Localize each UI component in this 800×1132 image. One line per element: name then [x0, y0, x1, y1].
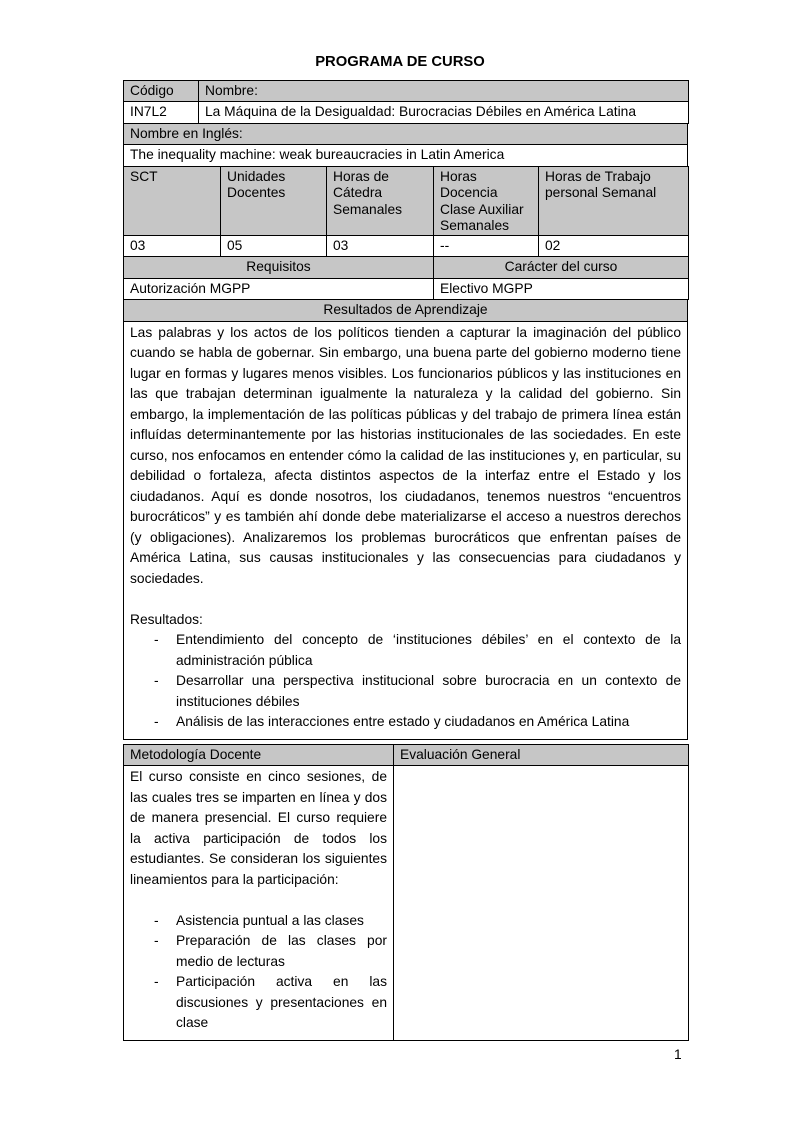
horas-catedra-value-cell: 03 — [327, 235, 434, 257]
metodologia-header-cell: Metodología Docente — [124, 744, 394, 766]
outcome-item-text: Análisis de las interacciones entre estado y ciudadanos en América Latina — [176, 714, 630, 730]
page-number: 1 — [674, 1047, 682, 1062]
document-title: PROGRAMA DE CURSO — [315, 54, 485, 70]
evaluacion-header-cell: Evaluación General — [394, 744, 689, 766]
outcome-item-text: Desarrollar una perspectiva institucional sobre burocracia en un contexto de instituciones débiles — [176, 673, 681, 709]
methodology-item — [130, 931, 387, 972]
codigo-label-cell: Código — [124, 80, 199, 102]
methodology-item-text: Preparación de las clases por medio de lecturas — [176, 933, 387, 969]
methodology-item — [130, 972, 387, 1034]
unidades-docentes-value-cell: 05 — [221, 235, 327, 257]
horas-trabajo-value-cell: 02 — [539, 235, 689, 257]
sct-header-cell: SCT — [124, 166, 221, 235]
spacer — [130, 589, 681, 610]
methodology-table — [123, 744, 689, 1041]
requisitos-value-cell: Autorización MGPP — [124, 278, 434, 300]
requirements-table — [123, 256, 689, 300]
bullet-dash: - — [154, 974, 159, 990]
horas-auxiliar-value-cell: -- — [434, 235, 539, 257]
evaluacion-content-cell — [394, 766, 689, 1041]
resultados-label: Resultados: — [130, 611, 203, 627]
codigo-value-cell: IN7L2 — [124, 102, 199, 124]
outcome-item-text: Entendimiento del concepto de ‘instituciones débiles’ en el contexto de la administración pública — [176, 632, 681, 668]
methodology-item-text: Participación activa en las discusiones y presentaciones en clase — [176, 974, 387, 1031]
bullet-dash: - — [154, 673, 159, 689]
course-id-table — [123, 80, 689, 124]
methodology-item — [130, 911, 387, 932]
bullet-dash: - — [154, 714, 159, 730]
outcome-item — [130, 671, 681, 712]
learning-outcomes-cell — [124, 321, 688, 739]
nombre-ingles-label-cell: Nombre en Inglés: — [124, 123, 688, 145]
metodologia-content-cell — [124, 766, 394, 1041]
sct-value-cell: 03 — [124, 235, 221, 257]
nombre-value-cell: La Máquina de la Desigualdad: Burocracias Débiles en América Latina — [199, 102, 689, 124]
caracter-value-cell: Electivo MGPP — [434, 278, 689, 300]
unidades-docentes-header-cell: Unidades Docentes — [221, 166, 327, 235]
horas-catedra-header-cell: Horas de Cátedra Semanales — [327, 166, 434, 235]
horas-trabajo-header-cell: Horas de Trabajo personal Semanal — [539, 166, 689, 235]
bullet-dash: - — [154, 912, 159, 928]
nombre-ingles-value-cell: The inequality machine: weak bureaucracies in Latin America — [124, 145, 688, 167]
horas-auxiliar-header-cell: Horas Docencia Clase Auxiliar Semanales — [434, 166, 539, 235]
methodology-item-text: Asistencia puntual a las clases — [176, 912, 364, 928]
bullet-dash: - — [154, 632, 159, 648]
bullet-dash: - — [154, 933, 159, 949]
methodology-paragraph: El curso consiste en cinco sesiones, de las cuales tres se imparten en línea y dos de manera presencial. El curso requiere la activa participación de todos los estudiantes. Se consideran los siguientes lineamientos para la participación: — [130, 769, 387, 887]
nombre-label-cell: Nombre: — [199, 80, 689, 102]
caracter-header-cell: Carácter del curso — [434, 257, 689, 279]
outcome-item — [130, 630, 681, 671]
resultados-paragraph: Las palabras y los actos de los políticos tienden a capturar la imaginación del público cuando se habla de gobernar. Sin embargo, una buena parte del gobierno moderno tiene lugar en formas y lugares menos visibles. Los funcionarios públicos y las instituciones en las que trabajan determinan igualmente la naturaleza y la calidad del gobierno. Sin embargo, la implementación de las políticas públicas y del trabajo de primera línea están influídas determinantemente por las historias institucionales de las sociedades. En este curso, nos enfocamos en entender cómo la calidad de las instituciones y, en particular, su debilidad o fortaleza, afecta distintos aspectos de la interfaz entre el Estado y los ciudadanos. Aquí es donde nosotros, los ciudadanos, tenemos nuestros “encuentros burocráticos” y es también ahí donde debe materializarse el acceso a nuestros derechos (y obligaciones). Analizaremos los problemas burocráticos que enfrentan países de América Latina, sus causas institucionales y las consecuencias para ciudadanos y sociedades. — [130, 324, 681, 586]
hours-table — [123, 166, 689, 258]
outcome-item — [130, 712, 681, 733]
spacer — [130, 890, 387, 911]
resultados-header-cell: Resultados de Aprendizaje — [124, 300, 688, 322]
learning-outcomes-table — [123, 299, 688, 740]
requisitos-header-cell: Requisitos — [124, 257, 434, 279]
english-name-table — [123, 123, 688, 167]
